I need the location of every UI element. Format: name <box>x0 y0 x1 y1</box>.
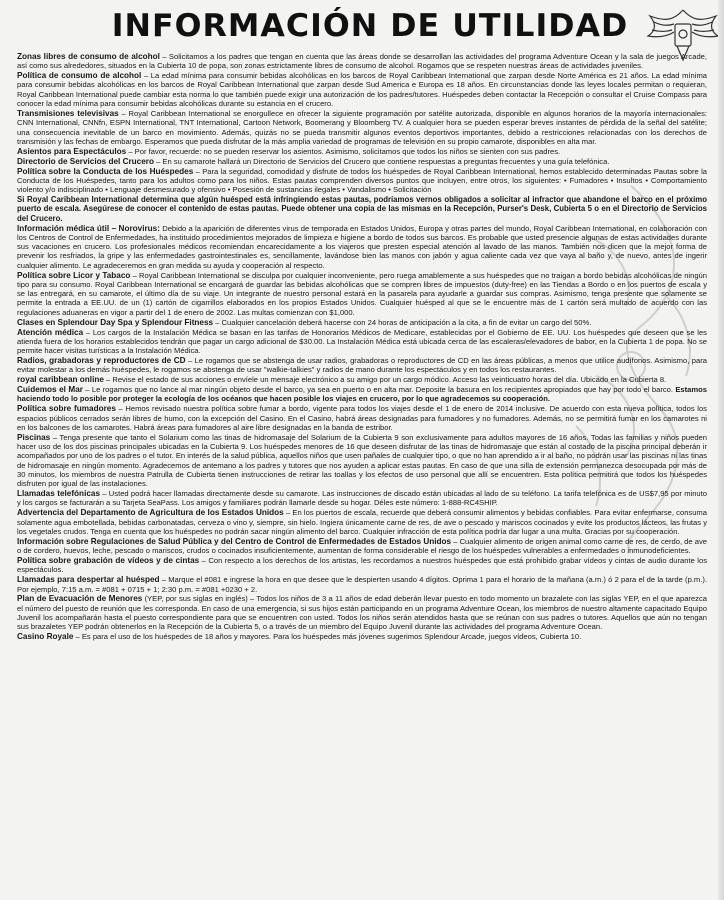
info-section <box>17 433 707 489</box>
section-text: – Cualquier alimento de origen animal como carne de res, de cerdo, de ave o de cordero, huevos, leche, pescado o mariscos, crudos o cocinados insuficientemente, aumentan de forma considerable el riesgo de los huéspedes vulnerables a enfermedades o inmunodeficientes. <box>17 536 707 556</box>
info-section <box>17 375 707 384</box>
section-text: – Le rogamos que no lance al mar ningún objeto desde el barco, ya sea en puerto o en alta mar. Deposite la basura en los recipientes apropiados que hay por todo el barco. <box>82 385 676 395</box>
section-text: – Le rogamos que se abstenga de usar radios, grabadoras o reproductores de CD en las áreas públicas, a menos que utilice audífonos. Asimismo, para evitar molestar a los demás huéspedes, le rogamos se abstenga de usar "walkie-talkies" y radios de mano durante los espectáculos y en todos los restaurantes. <box>17 356 707 375</box>
section-heading: Información médica útil – Norovirus: <box>17 223 160 233</box>
section-heading: Zonas libres de consumo de alcohol <box>17 52 160 61</box>
section-text: – Es para el uso de los huéspedes de 18 años y mayores. Para los huéspedes más jóvenes sugerimos Splendour Arcade, juegos vídeos, Cubierta 10. <box>73 632 582 642</box>
info-section <box>17 71 707 108</box>
section-text: – Con respecto a los derechos de los artistas, les recordamos a nuestros huéspedes que está prohibido grabar vídeos y cintas de audio durante los espectáculos. <box>17 556 707 575</box>
info-section <box>17 271 707 317</box>
section-text: – Cualquier cancelación deberá hacerse con 24 horas de anticipación a la cita, a fin de evitar un cargo del 50%. <box>213 317 592 327</box>
info-section <box>17 575 707 594</box>
section-heading: Información sobre Regulaciones de Salud Pública y del Centro de Control de Enfermedades de Estados Unidos <box>17 536 452 546</box>
section-emphasis: Estamos haciendo todo lo posible por proteger la ecología de los océanos que hacen posible los viajes en crucero, por lo que agradecemos su cooperación. <box>17 385 707 404</box>
section-text: – En los puertos de escala, recuerde que deberá consumir alimentos y bebidas confiables. Para evitar enfermarse, consuma solamente agua embotellada, bebidas carbonatadas, cerveza o vino y, siempre, sin hielo. Ingiera únicamente carne de res, de ave o pescado y mariscos cocinados y evite los productos lácteos, las frutas y los vegetales crudos. Tenga en cuenta que los huéspedes no podrán sacar ningún alimento del barco. Cualquier infracción de esta política podría dar lugar a una multa. Gracias por su cooperación. <box>17 508 707 536</box>
section-heading: Radios, grabadoras y reproductores de CD <box>17 356 186 366</box>
info-section <box>17 52 707 71</box>
section-heading: Plan de Evacuación de Menores <box>17 594 143 604</box>
section-heading: Piscinas <box>17 432 51 442</box>
section-heading: Llamadas para despertar al huésped <box>17 575 160 585</box>
section-text: – Revise el estado de sus acciones o envíele un mensaje electrónico a su amigo por un cargo módico. Acceso las veinticuatro horas del día. Ubicado en la Cubierta 8. <box>103 375 667 385</box>
section-text: – Hemos revisado nuestra política sobre fumar a bordo, vigente para todos los viajes desde el 1 de enero de 2014 inclusive. De acuerdo con esta nueva política, todos los espacios públicos cerrados serán libres de humo, con la excepción del Casino. En el Casino, habrá áreas designadas para fumadores y no fumadores. Además, no se permitirá fumar en los camarotes ni en los balcones de los camarotes. Habrá áreas para fumadores al aire libre designadas en la banda de estribor. <box>17 404 707 432</box>
info-section <box>17 594 707 631</box>
warning-text: Si Royal Caribbean International determina que algún huésped está infringiendo estas pautas, podríamos vernos obligados a solicitar al infractor que abandone el barco en el próximo puerto de escala. Asegúrese de conocer el contenido de estas pautas. Puede obtener una copia de las mismas en la Recepción, Purser's Desk, Cubierta 5 o en el Directorio de Servicios del Crucero. <box>17 195 707 223</box>
section-text: – Por favor, recuerde: no se pueden reservar los asientos. Asimismo, solicitamos que todos los niños se sienten con sus padres. <box>126 146 561 156</box>
section-heading: Política sobre fumadores <box>17 404 116 414</box>
section-text: – Solicitamos a los padres que tengan en cuenta que las áreas donde se desarrollan las actividades del programa Adventure Ocean y la sala de juegos Arcade, así como sus alrededores, situados en la Cubierta 10 de popa, son zonas estrictamente libres de consumo de alcohol. Rogamos que se respeten nuestras áreas de actividades juveniles. <box>17 52 707 71</box>
info-section <box>17 556 707 575</box>
section-heading: Transmisiones televisivas <box>17 108 119 118</box>
info-section <box>17 167 707 195</box>
section-heading: Casino Royale <box>17 632 74 642</box>
section-heading: Asientos para Espectáculos <box>17 146 127 156</box>
section-heading: Atención médica <box>17 327 84 337</box>
section-text: – Royal Caribbean International se disculpa por cualquier inconveniente, pero ruega amablemente a sus huéspedes que no traigan a bordo bebidas alcohólicas de ningún tipo para su consumo. Royal Caribbean International se encargará de guardar las bebidas alcohólicas que se compren libres de impuestos (duty-free) en las Tiendas a Bordo o en los puertos de escala y se las entregará, en su camarote, el último día de su viaje. Un integrante de nuestro personal estará en la pasarela para ayudarle a guardar sus compras. Asimismo, tenga presente que solamente se permite la entrada a EE.UU. de un (1) cartón de cigarrillos elaborados en los propios Estados Unidos. Cualquier huésped al que se le encuentre más de 1 cartón será multado de acuerdo con las regulaciones aduaneras en vigor a partir del 1 de enero de 2002. Las multas comienzan con $1,000. <box>17 270 707 317</box>
section-heading: Política sobre Licor y Tabaco <box>17 270 131 280</box>
info-section <box>17 537 707 556</box>
info-section <box>17 328 707 356</box>
section-heading: Política de consumo de alcohol <box>17 71 142 81</box>
page-title: INFORMACIÓN DE UTILIDAD <box>111 8 629 44</box>
page-edge <box>718 0 724 900</box>
info-section <box>17 318 707 327</box>
info-section <box>17 157 707 166</box>
section-text: – Los cargos de la Instalación Médica se basan en las tarifas de Honorarios Médicos de Medicare, establecidas por el Gobierno de EE. UU. Los huéspedes que deseen que se les atienda fuera de los horarios establecidos tendrán que pagar un cargo adicional de $30.00. La Instalación Médica está ubicada cerca de las escaleras/elevadores de babor, en la Cubierta 1 de popa. No se permite hacer visitas turísticas a la Instalación Médica. <box>17 327 707 356</box>
section-text: (YEP, por sus siglas en inglés) – Todos los niños de 3 a 11 años de edad deberán llevar puesto en todo momento un brazalete con las siglas YEP, en el que aparezca el número del puesto de reunión que les corresponda. En caso de una emergencia, si sus hijos están participando en un programa Adventure Ocean, los miembros de nuestro altamente capacitado Equipo Juvenil los acompañarán hasta el puesto correspondiente para que se encuentren con usted. Todos los niños serán atendidos hasta que se reúnan con sus padres o tutores. Aquellos que aún no tengan sus brazaletes YEP podrán obtenerlos en la Recepción de la Cubierta 5, o a través de un miembro del Equipo Juvenil durante las actividades del programa Adventure Ocean. <box>17 594 707 632</box>
info-section <box>17 632 707 641</box>
info-section <box>17 489 707 508</box>
section-text: – La edad mínima para consumir bebidas alcohólicas en los barcos de Royal Caribbean International que zarpan desde Norte América es 21 años. La edad mínima para consumir bebidas alcohólicas en los barcos de Royal Caribbean International que zarpan desde Sud America e Europa es 18 años. En circunstancias donde las leyes locales permitan o requieran, Royal Caribbean International puede cambiar esta norma lo que también puede exigir una autorización de los padres/tutores. Huéspedes deben contactar la Recepción o consultar el Cruise Compass para conocer la edad mínima para consumir bebidas alcohólicas durante su estancia en el crucero. <box>17 71 707 109</box>
section-heading: Advertencia del Departamento de Agricultura de los Estados Unidos <box>17 508 284 518</box>
section-text: – Usted podrá hacer llamadas directamente desde su camarote. Las instrucciones de discado están ubicadas al lado de su teléfono. La tarifa telefónica es de US$7,95 por minuto y los cargos se facturarán a su Tarjeta SeaPass. Los amigos y familiares podrán llamarle desde su hogar. Déles este número: 1-888-RC4SHIP. <box>17 489 707 508</box>
info-section <box>17 356 707 375</box>
info-section <box>17 404 707 432</box>
section-text: – Royal Caribbean International se enorgullece en ofrecer la siguiente programación por satélite autorizada, disponible en algunos horarios de la mayoría internacionales: CNN International, CNNfn, ESPN International, TNT International, Cartoon Network, Boomerang y Bloomberg TV. A cualquier hora se pueden esperar breves instantes de pérdida de la señal del satélite; una consecuencia inevitable de un barco en movimiento. Además, quizás no se pueda transmitir algunos eventos deportivos importantes, debido a restricciones relacionadas con los derechos de transmisión y las fechas de embargo. Esperamos que pueda disfrutar de la más amplia variedad de programas de televisión en su propio camarote, disponibles en alta mar. <box>17 108 707 146</box>
section-text: – Marque el #081 e ingrese la hora en que desee que le despierten usando 4 dígitos. Oprima 1 para el horario de la mañana (a.m.) ó 2 para el de la tarde (p.m.). Por ejemplo, 7:15 a.m. = #081 + 0715 + 1; 2:30 p.m. = #081 +0230 + 2. <box>17 575 707 594</box>
info-section <box>17 224 707 270</box>
section-heading: Llamadas telefónicas <box>17 489 100 499</box>
section-heading: Cuidemos el Mar <box>17 385 83 395</box>
section-heading: Directorio de Servicios del Crucero <box>17 156 154 166</box>
info-section <box>17 109 707 146</box>
info-section <box>17 385 707 404</box>
section-heading: Política sobre grabación de vídeos y de cintas <box>17 556 200 566</box>
info-section <box>17 147 707 156</box>
section-text: Debido a la aparición de diferentes virus de temporada en Estados Unidos, Europa y otras partes del mundo, Royal Caribbean International, en colaboración con los Centros de Control de Enfermedades, ha instituido procedimientos mejorados de limpieza e higiene a bordo de todos sus barcos. Es probable que usted presencie algunas de estas actividades durante sus vacaciones en crucero. Los profesionales médicos recomiendan encarecidamente a los viajeros que presten especial atención al lavado de las manos. También nos dicen que la mejor forma de prevenir los resfriados, la gripe y las enfermedades gastrointestinales es, sencillamente, lavándose bien las manos con jabón y agua caliente cada vez que vaya al baño y, de nuevo, antes de ingerir cualquier alimento. Le agradeceremos en gran medida su ayuda y cooperación al respecto. <box>17 223 707 270</box>
section-heading: Política sobre la Conducta de los Huéspedes <box>17 166 194 176</box>
info-sections <box>17 52 707 898</box>
section-text: – Para la seguridad, comodidad y disfrute de todos los huéspedes de Royal Caribbean International, hemos establecido determinadas Pautas sobre la Conducta de los Huéspedes, tanto para los adultos como para los niños. Estas pautas comprenden diversos puntos que incluyen, entre otros, los siguientes: • Fumadores • Insultos • Comportamiento violento y/o indisciplinado • Lenguaje desmesurado y ofensivo • Posesión de sustancias ilegales • Vandalismo • Solicitación <box>17 166 707 195</box>
section-text: – Tenga presente que tanto el Solarium como las tinas de hidromasaje del Solarium de la Cubierta 9 son exclusivamente para adultos mayores de 16 años. Todas las familias y niños pueden hacer uso de los dos piscinas principales ubicadas en la Cubierta 9. Los huéspedes menores de 16 que deseen disfrutar de las tinas de hidromasaje que están al costado de la piscina principal deberán ir acompañados por uno de los padres o el tutor. En interés de la salud pública, aquellos niños que usen pañales de cualquier tipo, o que no han aprendido a ir al baño, no podrán usar las piscinas ni las tinas de hidromasaje en ningún momento. Agradecemos de antemano a los padres y tutores que nos ayuden a aplicar estas pautas. En caso de que una silla de extensión permanezca desocupada por más de 30 minutos, los miembros de nuestra Patrulla de Cubierta tienen instrucciones de retirar las toallas y los efectos de uso personal que allí se encuentren. Esta política permitirá que todos los huéspedes disfruten por igual de las instalaciones. <box>17 432 707 489</box>
section-heading: royal caribbean online <box>17 375 104 385</box>
info-section <box>17 508 707 536</box>
section-text: – En su camarote hallará un Directorio de Servicios del Crucero que contiene respuestas a preguntas frecuentes y una guía telefónica. <box>153 156 610 166</box>
info-section <box>17 195 707 223</box>
section-heading: Clases en Splendour Day Spa y Splendour Fitness <box>17 317 214 327</box>
